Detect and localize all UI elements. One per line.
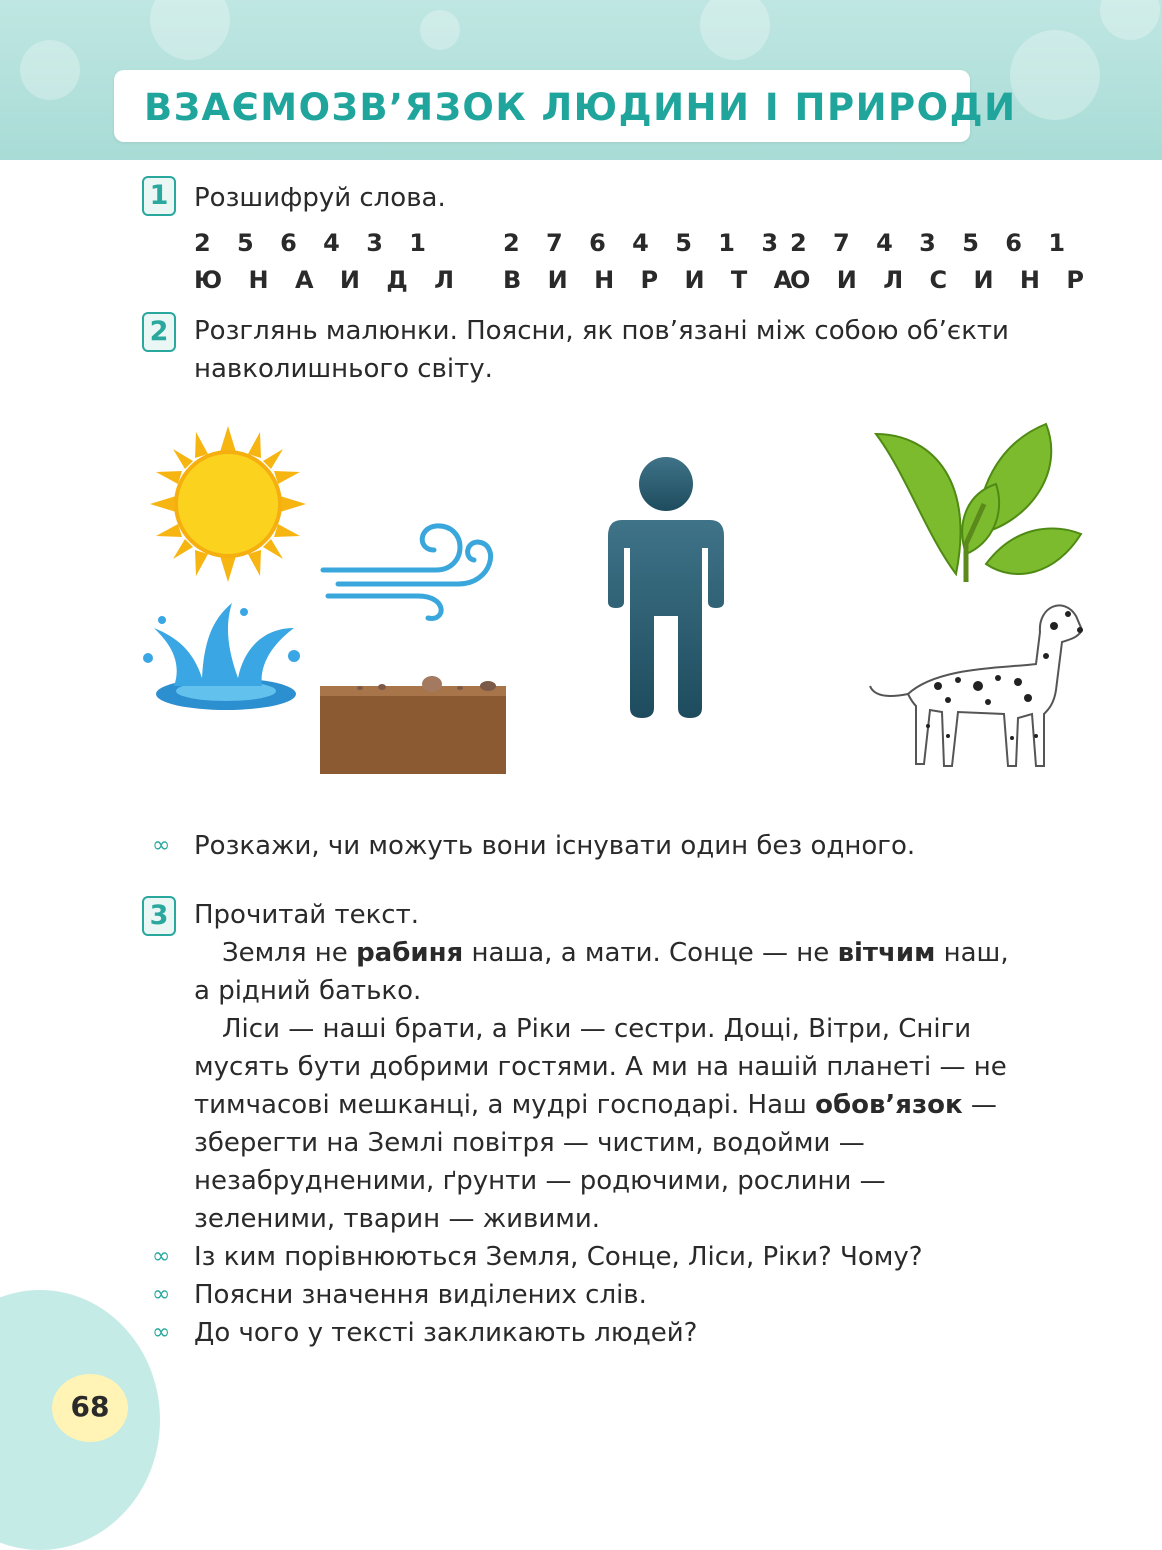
task-2-line-1: Розглянь малюнки. Поясни, як пов’язані між собою об’єкти	[194, 316, 1009, 346]
question-2: Поясни значення виділених слів.	[194, 1280, 647, 1310]
soil-icon	[320, 668, 506, 774]
page-title: ВЗАЄМОЗВ’ЯЗОК ЛЮДИНИ І ПРИРОДИ	[144, 86, 1017, 129]
text-line-2: а рідний батько.	[194, 976, 422, 1006]
task-2-number: 2	[142, 312, 176, 352]
text-line-3: Ліси — наші брати, а Ріки — сестри. Дощі, Вітри, Сніги	[222, 1014, 972, 1044]
sun-icon	[148, 424, 308, 584]
bold-word-1: рабиня	[356, 938, 464, 968]
task-3-number: 3	[142, 896, 176, 936]
task-2-line-2: навколишнього світу.	[194, 354, 493, 384]
infinity-bullet-icon: ∞	[152, 833, 171, 858]
task-1-text: Розшифруй слова.	[194, 183, 446, 213]
task-1-number: 1	[142, 176, 176, 216]
code-1-letters: Ю Н А И Д Л	[194, 266, 464, 294]
question-3: До чого у тексті закликають людей?	[194, 1318, 698, 1348]
code-2-digits: 2 7 6 4 5 1 3	[503, 229, 788, 257]
infinity-bullet-icon: ∞	[152, 1244, 171, 1269]
bold-word-3: обов’язок	[815, 1090, 963, 1120]
bold-word-2: вітчим	[837, 938, 936, 968]
dog-icon	[868, 586, 1088, 778]
wind-icon	[318, 514, 510, 624]
code-1-digits: 2 5 6 4 3 1	[194, 229, 435, 257]
person-icon	[606, 456, 726, 718]
text-line-4: мусять бути добрими гостями. А ми на нашій планеті — не	[194, 1052, 1007, 1082]
page-number: 68	[70, 1390, 110, 1423]
infinity-bullet-icon: ∞	[152, 1320, 171, 1345]
task-3-text: Прочитай текст.	[194, 900, 420, 930]
code-2-letters: В И Н Р И Т А	[503, 266, 802, 294]
text-line-7: незабрудненими, ґрунти — родючими, рослини —	[194, 1166, 886, 1196]
code-3-digits: 2 7 4 3 5 6 1	[790, 229, 1075, 257]
infinity-bullet-icon: ∞	[152, 1282, 171, 1307]
plant-icon	[866, 414, 1086, 584]
question-1: Із ким порівнюються Земля, Сонце, Ліси, Ріки? Чому?	[194, 1242, 923, 1272]
water-splash-icon	[134, 598, 310, 714]
text-line-8: зеленими, тварин — живими.	[194, 1204, 601, 1234]
text-line-6: зберегти на Землі повітря — чистим, водойми —	[194, 1128, 865, 1158]
task-2-question: Розкажи, чи можуть вони існувати один без одного.	[194, 831, 916, 861]
code-3-letters: О И Л С И Н Р	[790, 266, 1093, 294]
text-line-5: тимчасові мешканці, а мудрі господарі. Наш обов’язок —	[194, 1090, 997, 1120]
text-line-1: Земля не рабиня наша, а мати. Сонце — не вітчим наш,	[222, 938, 1009, 968]
